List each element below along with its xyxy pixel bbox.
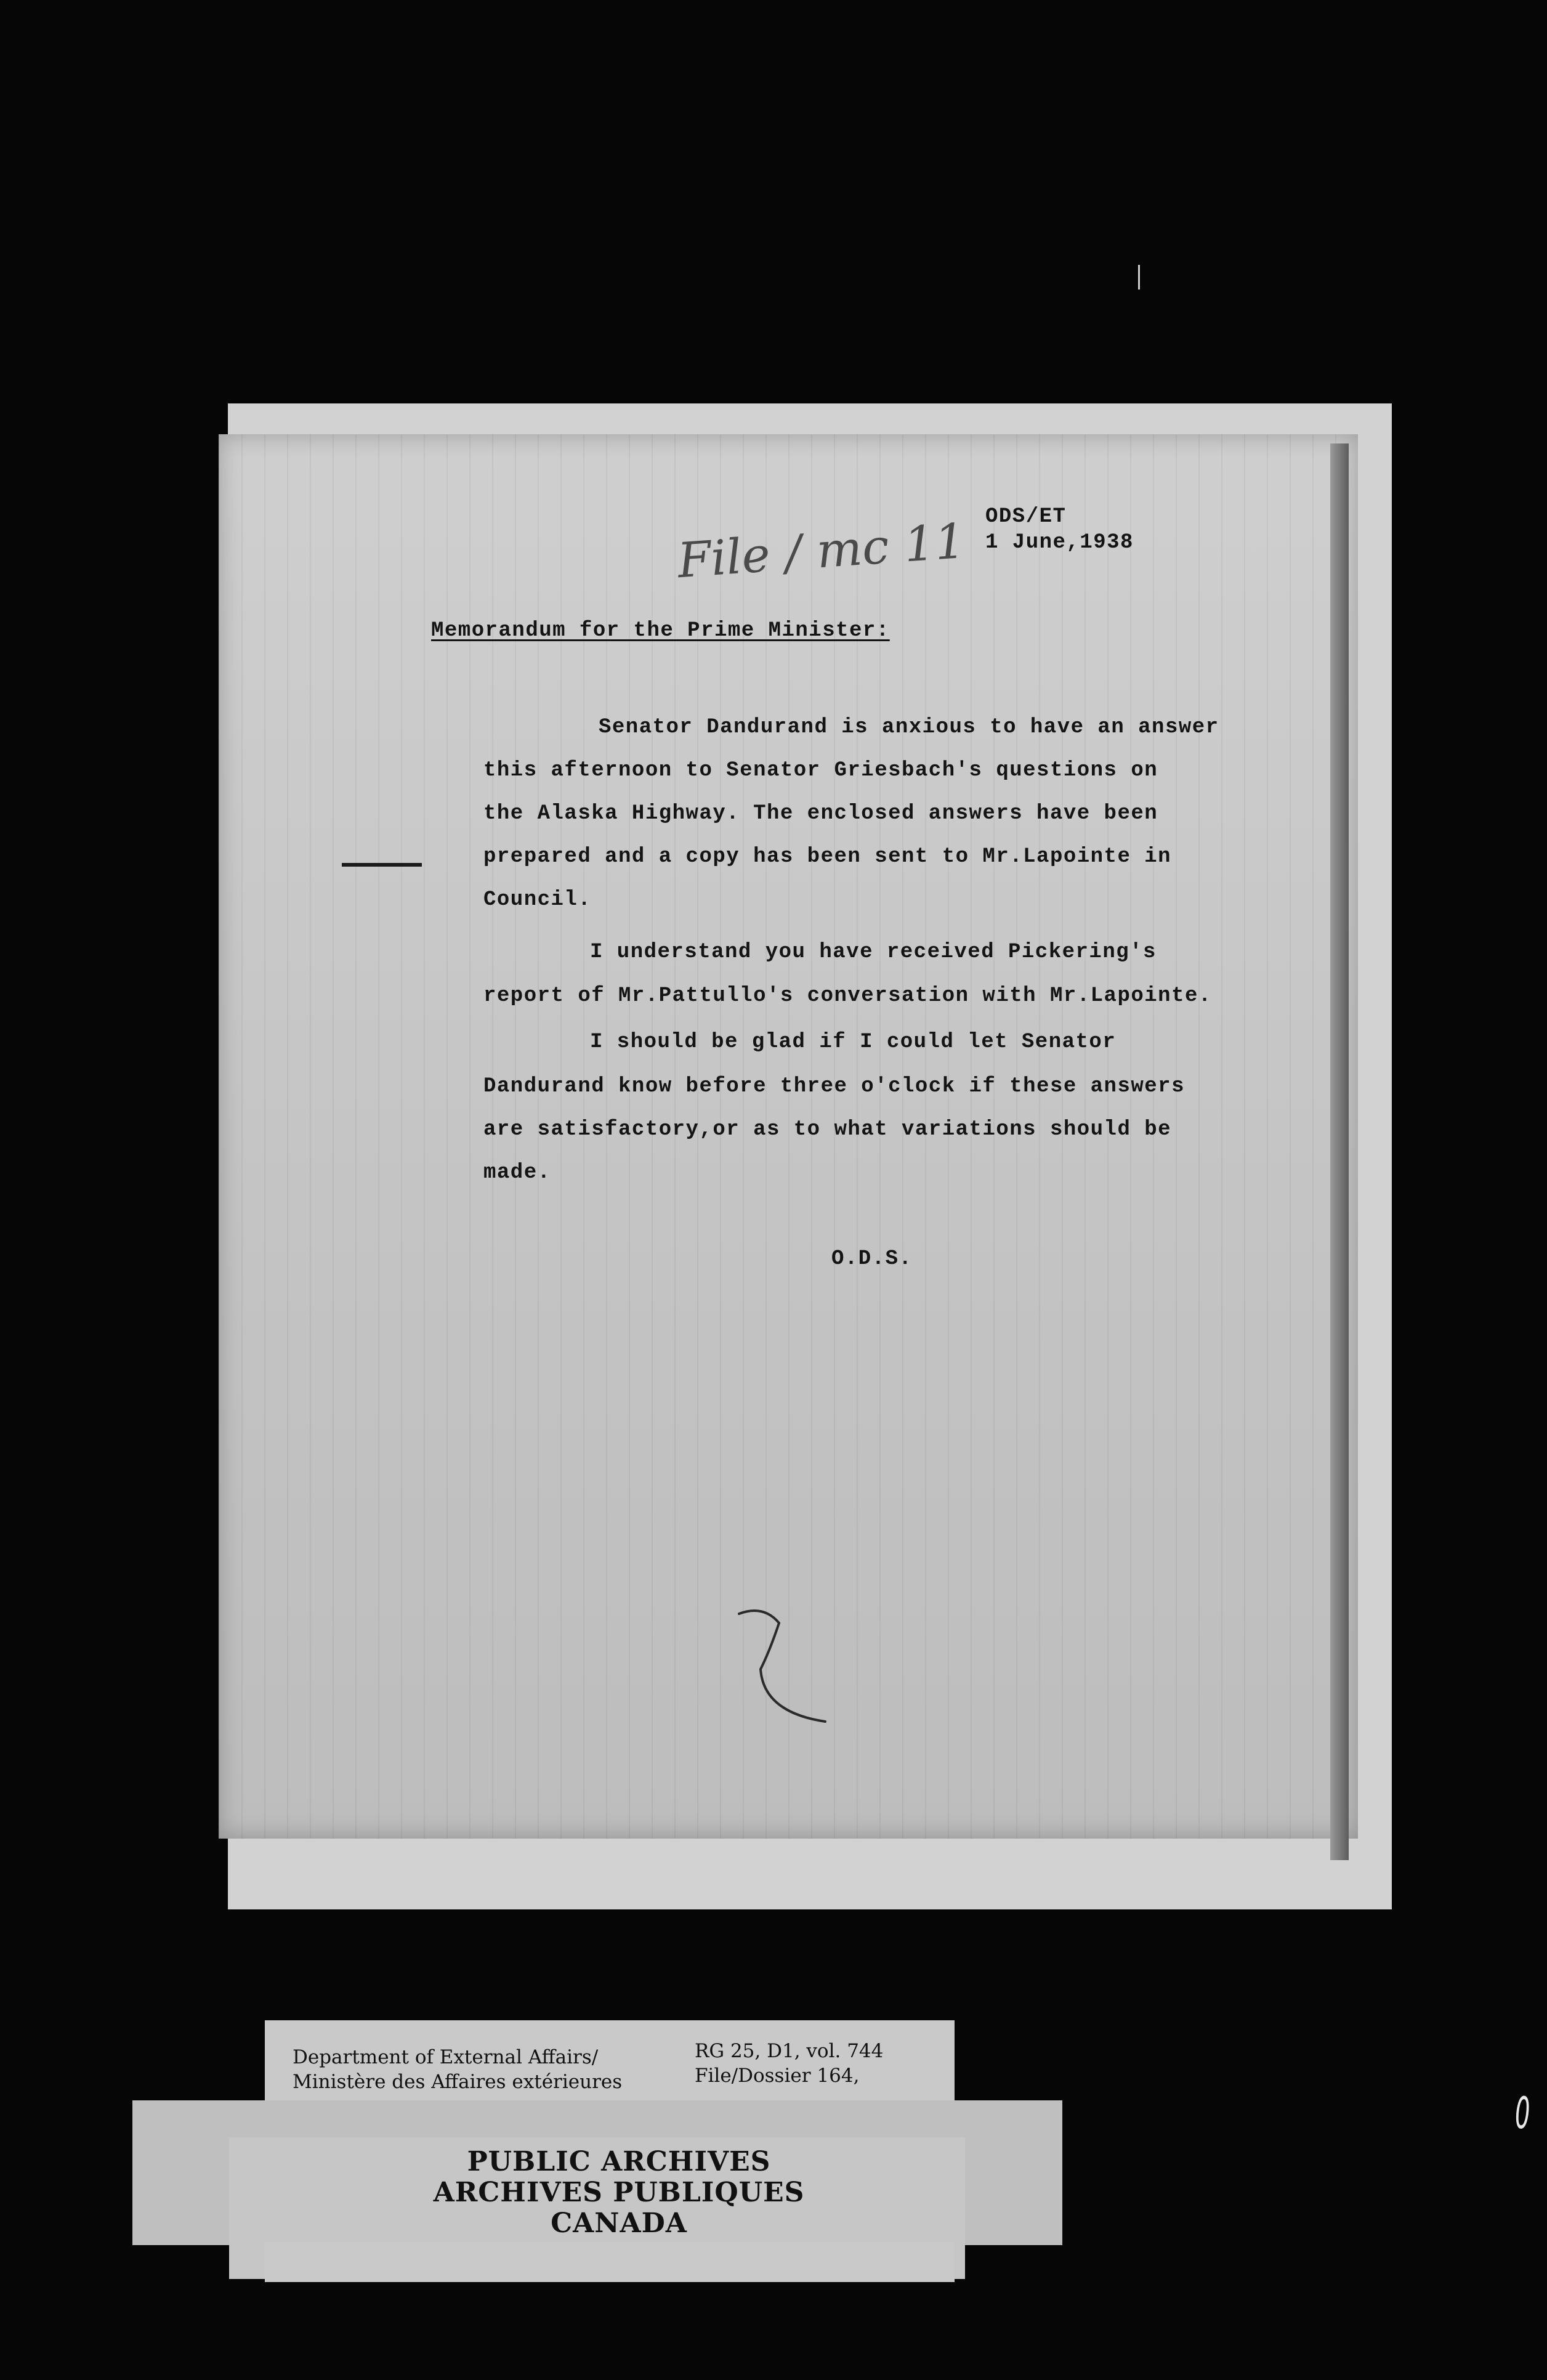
stamp-line: CANADA — [551, 2208, 687, 2239]
memo-line: Senator Dandurand is anxious to have an answer — [599, 716, 1219, 739]
memo-line: I should be glad if I could let Senator — [590, 1030, 1117, 1054]
stamp-line: ARCHIVES PUBLIQUES — [433, 2177, 805, 2208]
memo-line: I understand you have received Pickering's — [590, 941, 1157, 964]
memo-line: made. — [483, 1161, 551, 1184]
memo-title: Memorandum for the Prime Minister: — [431, 619, 890, 642]
handwritten-scribble-mark — [727, 1601, 850, 1737]
department-name-english: Department of External Affairs/ — [293, 2046, 599, 2068]
reference-code: ODS/ET — [985, 505, 1067, 528]
memo-line: are satisfactory,or as to what variations should be — [483, 1118, 1172, 1141]
record-group-reference: RG 25, D1, vol. 744 — [695, 2040, 884, 2062]
signature-initials: O.D.S. — [831, 1247, 913, 1271]
department-name-french: Ministère des Affaires extérieures — [293, 2071, 623, 2093]
memo-line: prepared and a copy has been sent to Mr.Lapointe in — [483, 845, 1172, 868]
margin-line-mark — [342, 863, 422, 867]
paper-edge-shadow — [1330, 443, 1349, 1860]
memo-date: 1 June,1938 — [985, 531, 1134, 554]
memo-line: the Alaska Highway. The enclosed answers have been — [483, 802, 1158, 825]
film-scratch-mark — [1138, 265, 1140, 289]
stamp-line: PUBLIC ARCHIVES — [467, 2146, 771, 2177]
archives-stamp — [345, 2147, 893, 2239]
archive-label-bottom — [265, 2242, 955, 2282]
memo-line: this afternoon to Senator Griesbach's questions on — [483, 759, 1158, 782]
handwritten-file-note: File / mc 11 — [676, 513, 967, 589]
memo-line: report of Mr.Pattullo's conversation with Mr.Lapointe. — [483, 984, 1212, 1008]
memo-line: Council. — [483, 888, 592, 912]
film-frame-number: 0 — [1515, 2088, 1530, 2139]
file-reference: File/Dossier 164, — [695, 2065, 860, 2087]
memo-line: Dandurand know before three o'clock if these answers — [483, 1075, 1185, 1098]
